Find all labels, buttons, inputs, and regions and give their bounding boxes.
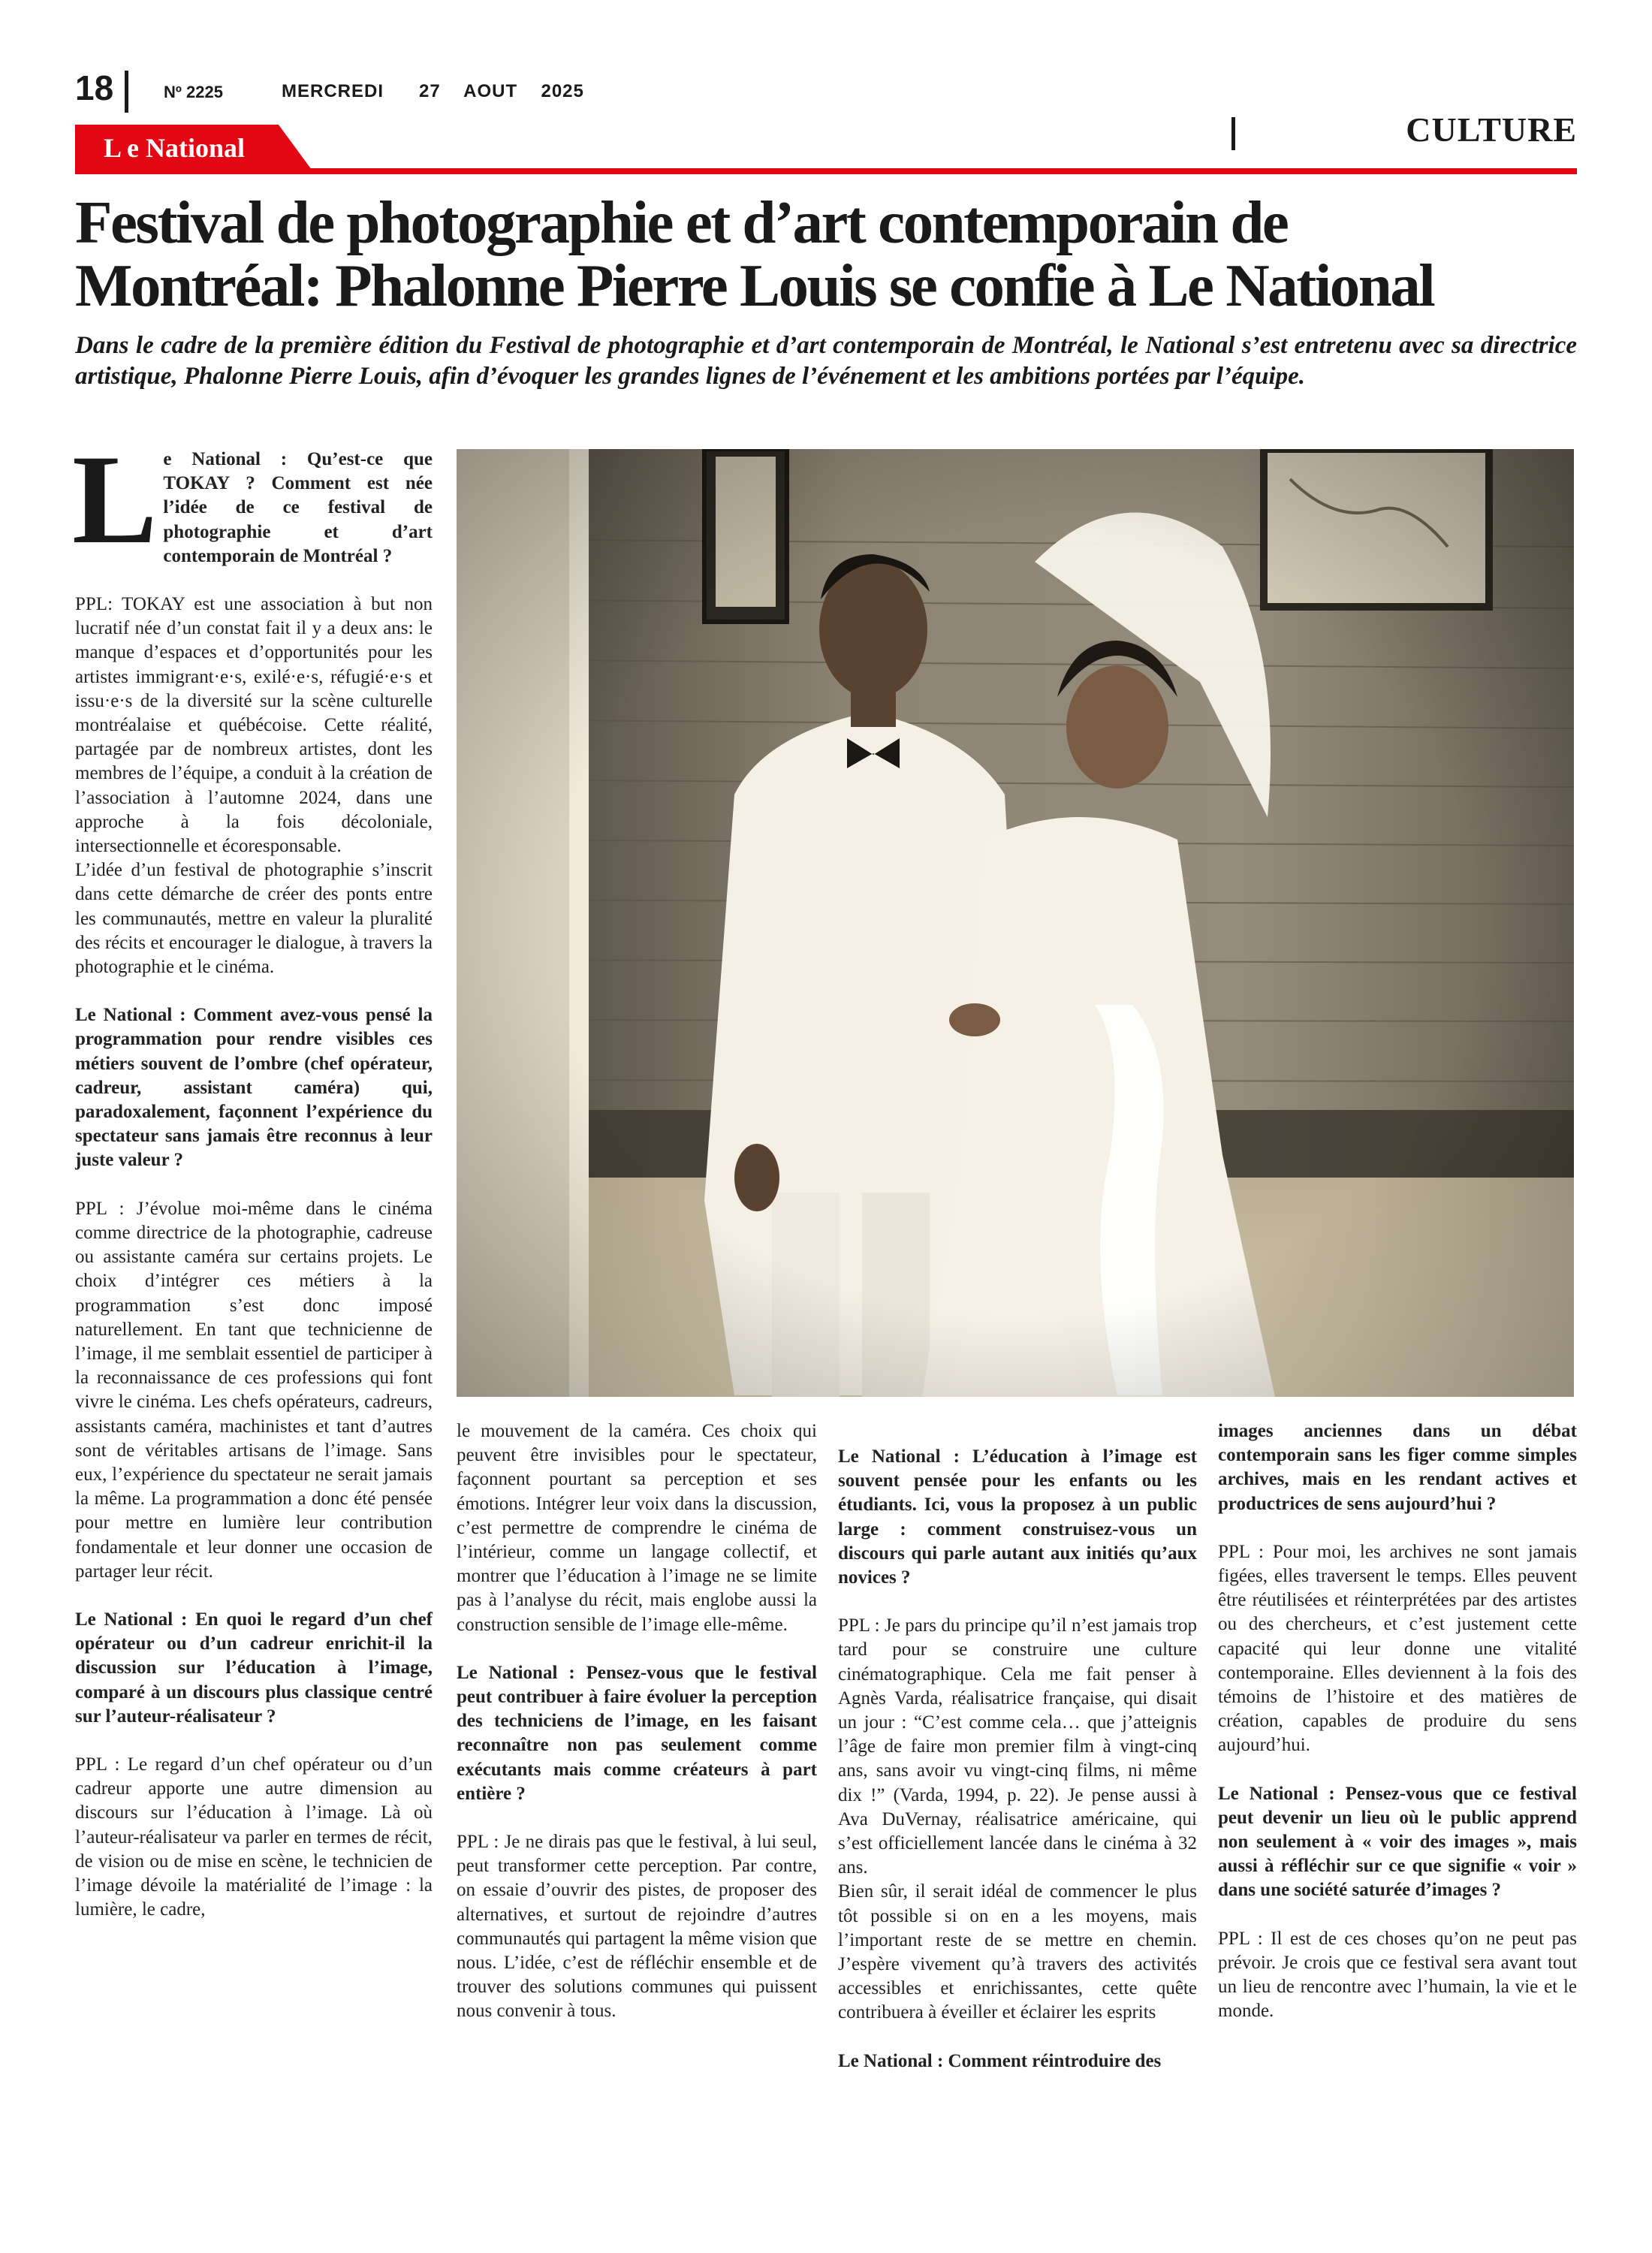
question-4: Le National : Pensez-vous que le festival peut contribuer à faire évoluer la perception des techniciens de l’image, en les faisant reconnaître non pas seulement comme exécutants mais comme créateurs à part entière ? — [457, 1662, 817, 1804]
answer-1-paragraph-1: PPL: TOKAY est une association à but non lucratif née d’un constat fait il y a deux ans: le manque d’espaces et d’opportunités pour les artistes immigrant·e·s, exilé·e·s, réfugié·e·s et issu·e·s de la diversité sur la scène culturelle montréalaise et québécoise. Cette réalité, partagée par de nombreux artistes, dont les membres de l’équipe, a conduit à la création de l’association à l’automne 2024, dans une approche à la fois décoloniale, intersectionnelle et écoresponsable. — [75, 594, 433, 857]
masthead-label: L e National — [104, 133, 246, 163]
question-3: Le National : En quoi le regard d’un chef opérateur ou d’un cadreur enrichit-il la discussion sur l’éducation à l’image, comparé à un discours plus classique centré sur l’auteur-réalisateur ? — [75, 1609, 433, 1727]
column-4 — [1218, 1419, 1577, 2023]
question-1-text: e National : Qu’est-ce que TOKAY ? Comment est née l’idée de ce festival de photographie et d’art contemporain de Montréal ? — [163, 449, 433, 566]
header-rule — [75, 168, 1577, 174]
headline-line-1: Festival de photographie et d’art contemporain de — [75, 189, 1288, 256]
answer-5-paragraph-2: Bien sûr, il serait idéal de commencer le plus tôt possible si on en a les moyens, mais l’important reste de se mettre en chemin. J’espère vivement qu’à travers des activités accessibles et enrichissantes, cette quête contribuera à éveiller et éclairer les esprits — [838, 1881, 1197, 2023]
article-headline — [75, 191, 1577, 317]
answer-4: PPL : Je ne dirais pas que le festival, à lui seul, peut transformer cette perception. Par contre, on essaie d’ouvrir des pistes, de proposer des alternatives, et surtout de rejoindre d’autres communautés qui partagent la même vision que nous. L’idée, c’est de réfléchir ensemble et de trouver des solutions communes qui puissent nous convenir à tous. — [457, 1832, 817, 2022]
question-1 — [72, 429, 433, 570]
answer-3-part-2: le mouvement de la caméra. Ces choix qui peuvent être invisibles pour le spectateur, façonnent pourtant sa perception et ses émotions. Intégrer leur voix dans la discussion, c’est permettre de comprendre le cinéma de l’intérieur, comme un langage collectif, et montrer que l’éducation à l’image ne se limite pas à l’analyse du récit, mais englobe aussi la construction sensible de l’image elle-même. — [457, 1421, 817, 1635]
column-3 — [838, 1445, 1197, 2074]
question-6-part-1: Le National : Comment réintroduire des — [838, 2050, 1162, 2071]
issue-date: MERCREDI 27 AOUT 2025 — [282, 81, 584, 101]
column-2 — [457, 1419, 817, 2024]
column-1 — [72, 429, 433, 1922]
wedding-photo-illustration — [457, 449, 1574, 1397]
question-2: Le National : Comment avez-vous pensé la programmation pour rendre visibles ces métiers souvent de l’ombre (chef opérateur, cadreur, assistant caméra) qui, paradoxalement, façonnent l’expérience du spectateur sans jamais être reconnus à leur juste valeur ? — [75, 1005, 433, 1171]
drop-cap: L — [72, 429, 158, 570]
question-5: Le National : L’éducation à l’image est souvent pensée pour les enfants ou les étudiants. Ici, vous la proposez à un public large : comment construisez-vous un discours qui parle autant aux initiés qu’aux novices ? — [838, 1446, 1197, 1588]
answer-7: PPL : Il est de ces choses qu’on ne peut pas prévoir. Je crois que ce festival sera avant tout un lieu de rencontre avec l’humain, la vie et le monde. — [1218, 1928, 1577, 2022]
issue-number: Nº 2225 — [164, 83, 223, 101]
section-divider — [1231, 117, 1235, 150]
archival-wedding-photo — [457, 449, 1574, 1397]
article-lede: Dans le cadre de la première édition du Festival de photographie et d’art contemporain de Montréal, le National s’est entretenu avec sa directrice artistique, Phalonne Pierre Louis, afin d’évoquer les grandes lignes de l’événement et les ambitions portées par l’équipe. — [75, 332, 1577, 390]
answer-2: PPL : J’évolue moi-même dans le cinéma comme directrice de la photographie, cadreuse ou assistante caméra sur certains projets. Le choix d’intégrer ces métiers à la programmation s’est donc imposé naturellement. En tant que technicienne de l’image, il me semblait essentiel de participer à la reconnaissance de ces professions qui font vivre le cinéma. Les chefs opérateurs, cadreurs, assistants caméra, machinistes et tant d’autres sont de véritables artisans de l’image. Sans eux, l’expérience du spectateur ne serait jamais la même. La programmation a donc été pensée pour mettre en lumière leur contribution fondamentale et leur donner une occasion de partager leur récit. — [75, 1198, 433, 1582]
question-6-part-2: images anciennes dans un débat contemporain sans les figer comme simples archives, mais en les rendant actives et productrices de sens aujourd’hui ? — [1218, 1421, 1577, 1514]
answer-3-part-1: PPL : Le regard d’un chef opérateur ou d’un cadreur apporte une autre dimension au discours sur l’éducation à l’image. Là où l’auteur-réalisateur va parler en termes de récit, de vision ou de mise en scène, le technicien de l’image dévoile la matérialité de l’image : la lumière, le cadre, — [75, 1754, 433, 1920]
header-divider — [125, 71, 128, 113]
headline-line-2: Montréal: Phalonne Pierre Louis se confie à Le National — [75, 252, 1434, 319]
answer-1-paragraph-2: L’idée d’un festival de photographie s’inscrit dans cette démarche de créer des ponts entre les communautés, mettre en valeur la pluralité des récits et encourager le dialogue, à travers la photographie et le cinéma. — [75, 860, 433, 978]
answer-6: PPL : Pour moi, les archives ne sont jamais figées, elles traversent le temps. Elles peuvent être réutilisées et réinterprétées par des artistes ou des chercheurs, et c’est justement cette capacité qui leur donne une vitalité contemporaine. Elles deviennent à la fois des témoins de l’histoire et des matières de création, capables de produire du sens aujourd’hui. — [1218, 1541, 1577, 1756]
section-title: CULTURE — [1406, 110, 1577, 149]
answer-5-paragraph-1: PPL : Je pars du principe qu’il n’est jamais trop tard pour se construire une culture cinématographique. Cela me fait penser à Agnès Varda, réalisatrice française, qui disait un jour : “C’est comme cela… que j’atteignis l’âge de faire mon premier film à vingt-cinq ans, sans avoir vu vingt-cinq films, ni même dix !” (Varda, 1994, p. 22). Je pense aussi à Ava DuVernay, réalisatrice américaine, qui s’est officiellement lancée dans le cinéma à 32 ans. — [838, 1615, 1197, 1878]
question-7: Le National : Pensez-vous que ce festival peut devenir un lieu où le public apprend non seulement à « voir des images », mais aussi à réfléchir sur ce que signifie « voir » dans une société saturée d’images ? — [1218, 1783, 1577, 1901]
page-number: 18 — [75, 68, 114, 107]
